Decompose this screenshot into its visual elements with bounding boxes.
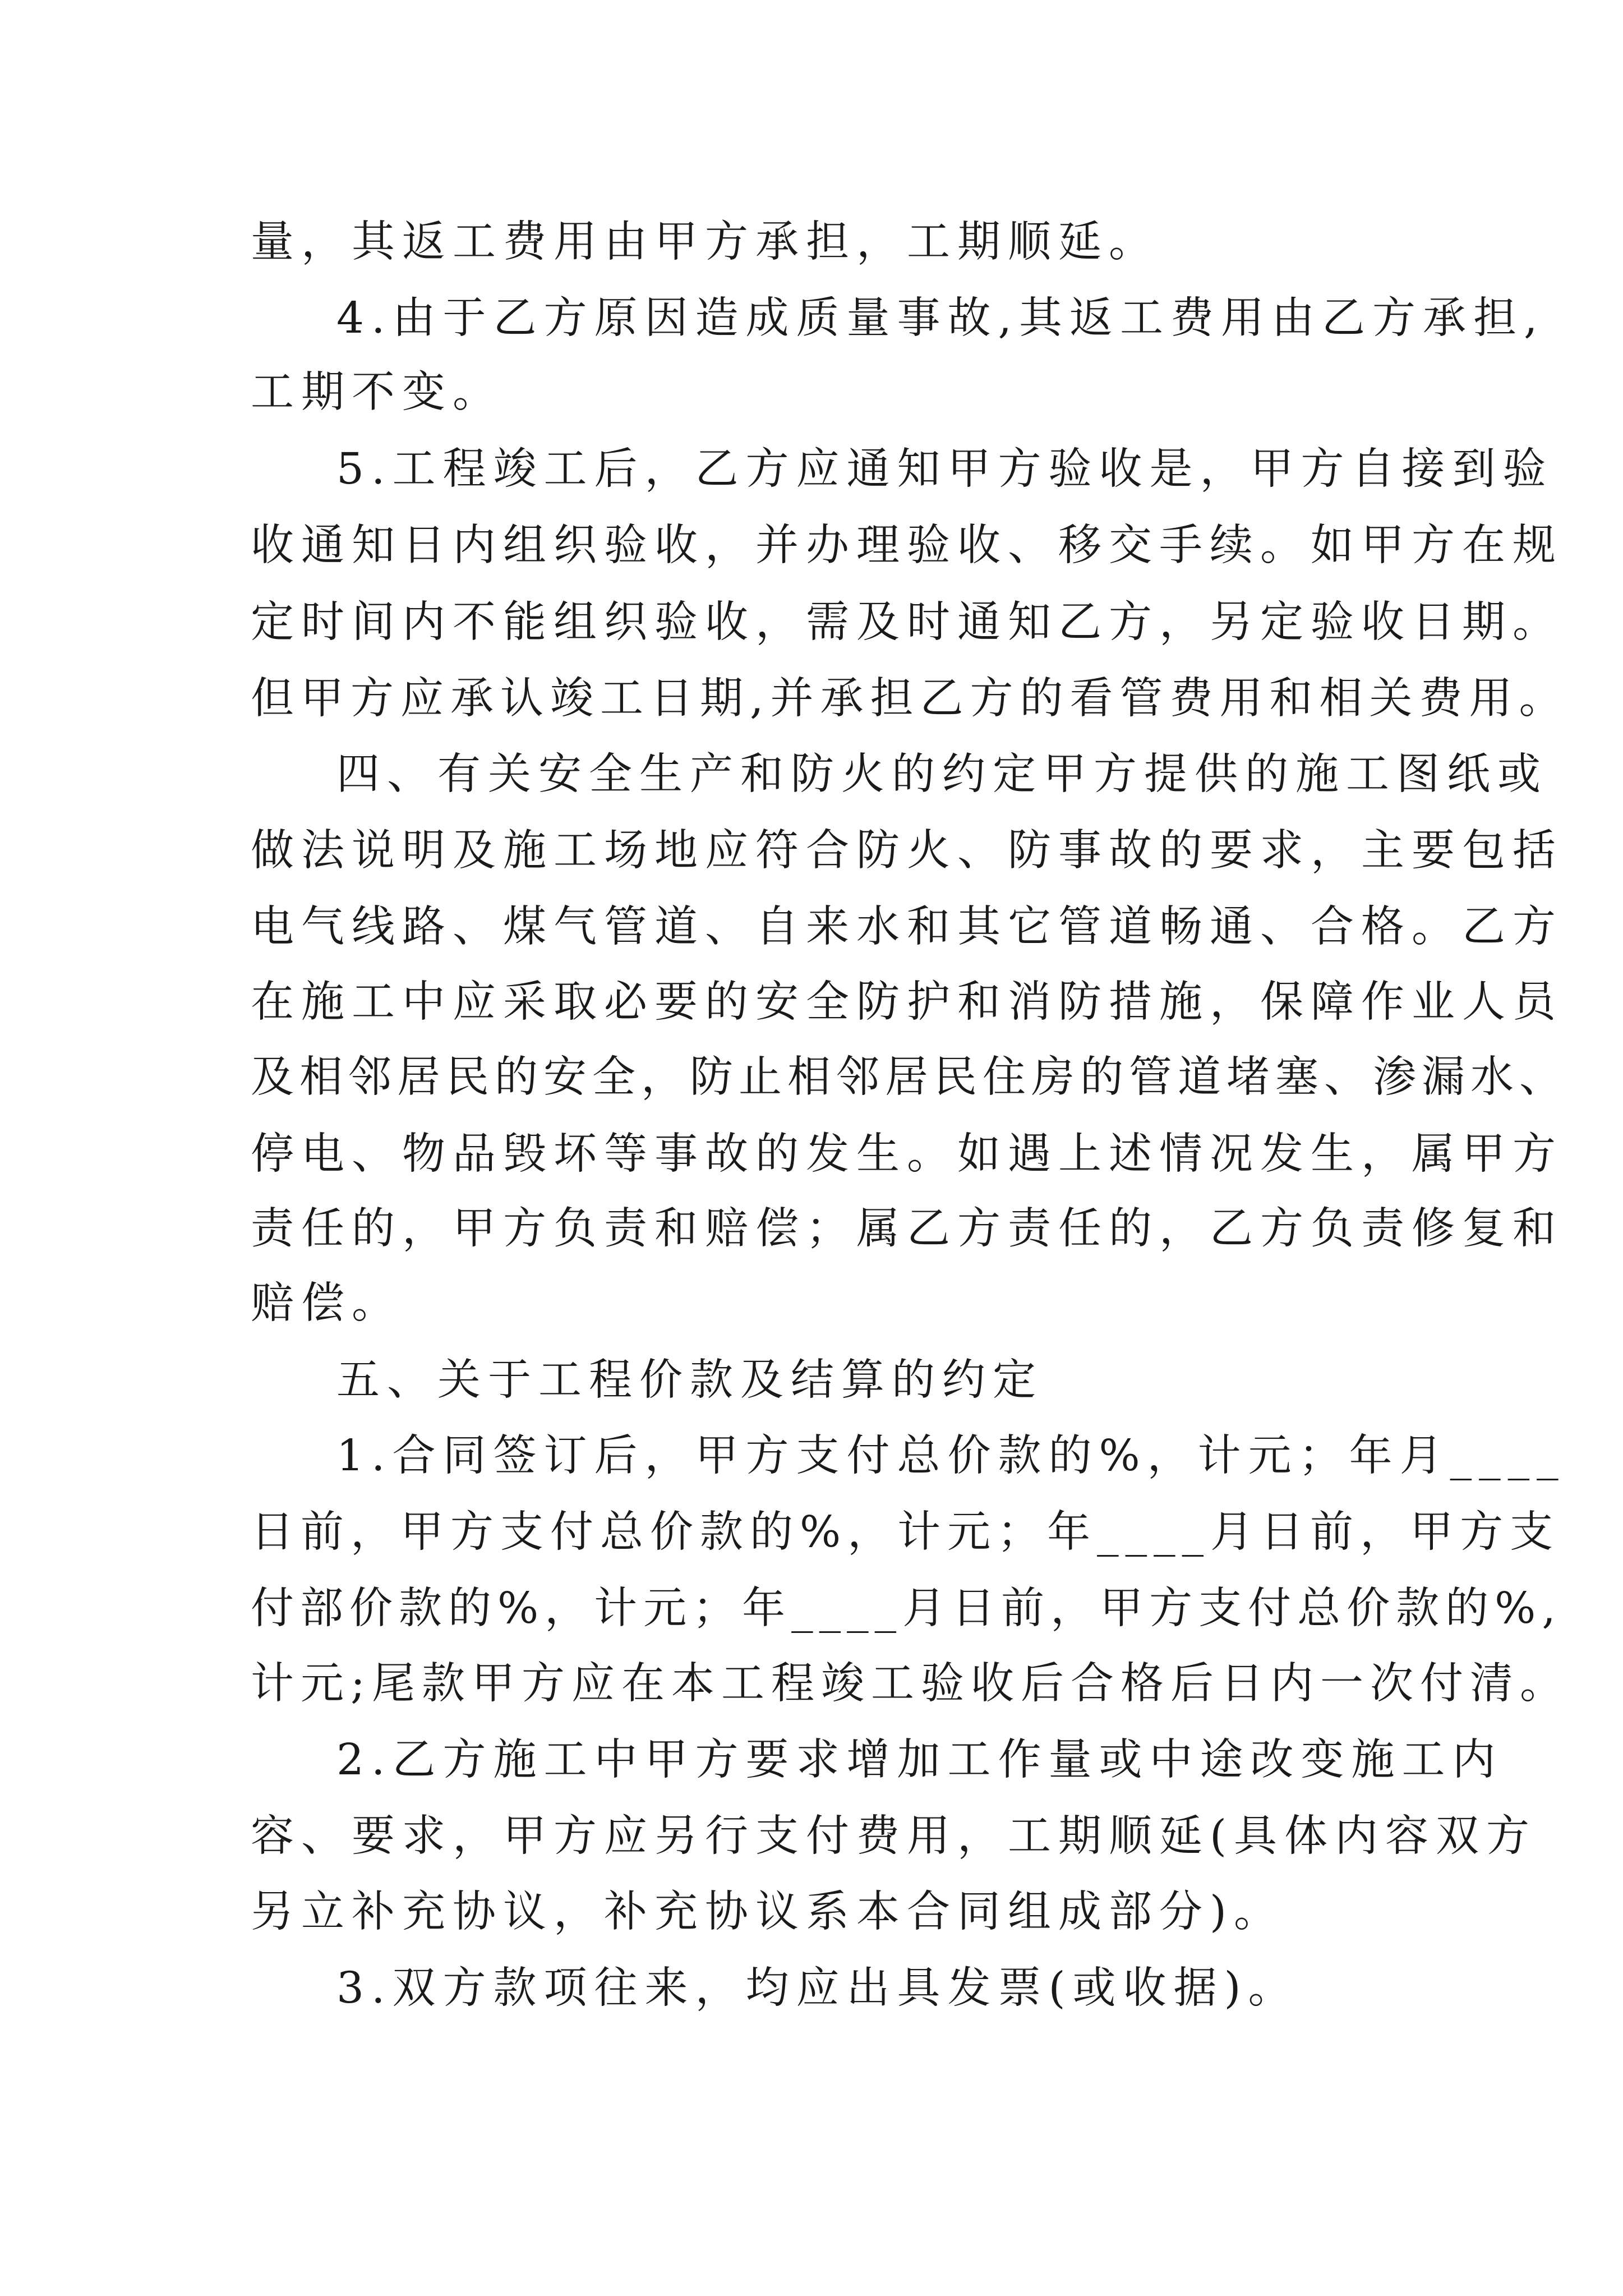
text-line: 1.合同签订后，甲方支付总价款的%，计元；年月____: [336, 1431, 1566, 1481]
text-line: 责任的，甲方负责和赔偿；属乙方责任的，乙方负责修复和: [251, 1204, 1563, 1254]
text-line: 另立补充协议，补充协议系本合同组成部分)。: [251, 1887, 1285, 1937]
text-line: 5.工程竣工后，乙方应通知甲方验收是，甲方自接到验: [336, 444, 1553, 494]
text-line: 计元;尾款甲方应在本工程竣工验收后合格后日内一次付清。: [251, 1659, 1570, 1709]
text-line: 4.由于乙方原因造成质量事故,其返工费用由乙方承担,: [336, 293, 1545, 343]
text-line: 及相邻居民的安全，防止相邻居民住房的管道堵塞、渗漏水、: [251, 1052, 1568, 1102]
text-line: 工期不变。: [251, 367, 503, 417]
text-line: 日前，甲方支付总价款的%，计元；年____月日前，甲方支: [251, 1507, 1560, 1557]
text-line: 付部价款的%，计元；年____月日前，甲方支付总价款的%,: [251, 1584, 1562, 1634]
text-line: 3.双方款项往来，均应出具发票(或收据)。: [336, 1963, 1299, 2013]
text-line: 赔偿。: [251, 1278, 402, 1328]
text-line: 但甲方应承认竣工日期,并承担乙方的看管费用和相关费用。: [251, 674, 1569, 724]
text-line: 四、有关安全生产和防火的约定甲方提供的施工图纸或: [336, 749, 1548, 799]
text-line: 量，其返工费用由甲方承担，工期顺延。: [251, 217, 1159, 267]
text-line: 收通知日内组织验收，并办理验收、移交手续。如甲方在规: [251, 521, 1563, 570]
text-line: 容、要求，甲方应另行支付费用，工期顺延(具体内容双方: [251, 1811, 1537, 1861]
text-line: 在施工中应采取必要的安全防护和消防措施，保障作业人员: [251, 977, 1563, 1027]
text-line: 停电、物品毁坏等事故的发生。如遇上述情况发生，属甲方: [251, 1129, 1563, 1179]
text-line: 定时间内不能组织验收，需及时通知乙方，另定验收日期。: [251, 597, 1563, 647]
text-line: 做法说明及施工场地应符合防火、防事故的要求，主要包括: [251, 826, 1563, 876]
text-line: 电气线路、煤气管道、自来水和其它管道畅通、合格。乙方: [251, 902, 1563, 952]
text-line: 2.乙方施工中甲方要求增加工作量或中途改变施工内: [336, 1735, 1503, 1785]
section-heading: 五、关于工程价款及结算的约定: [336, 1355, 1043, 1405]
